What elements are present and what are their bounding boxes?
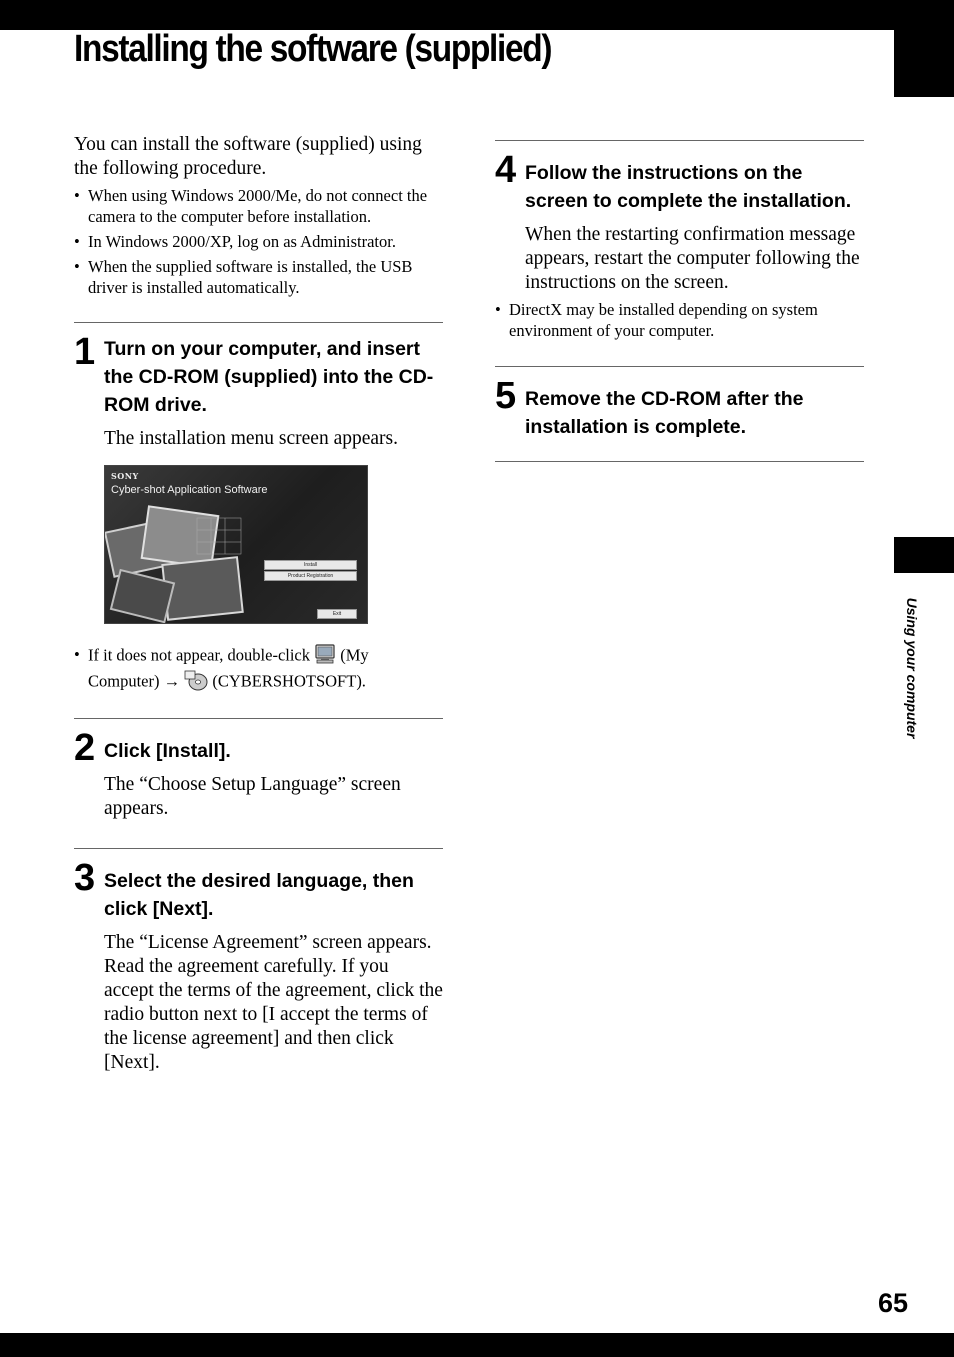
step-5 (495, 366, 864, 441)
section-side-label: Using your computer (904, 597, 920, 739)
step-4 (495, 140, 864, 341)
end-rule (495, 461, 864, 462)
step-body: The “License Agreement” screen appears. (104, 932, 432, 953)
intro-bullet: • When the supplied software is installed, the USB driver is installed automatically. (74, 256, 443, 298)
step-heading: Turn on your computer, and insert the CD-ROM (supplied) into the CD-ROM drive. (104, 338, 434, 416)
left-column (74, 133, 443, 1075)
my-computer-icon (314, 644, 336, 669)
step-body: When the restarting confirmation message appears, restart the computer following the instructions on the screen. (525, 224, 860, 293)
intro-bullet: • In Windows 2000/XP, log on as Administrator. (74, 231, 443, 252)
note-bullet (74, 644, 443, 696)
intro-bullet: • When using Windows 2000/Me, do not connect the camera to the computer before installation. (74, 185, 443, 227)
step-number: 4 (495, 149, 517, 191)
note-text: If it does not appear, double-click (88, 645, 311, 665)
step-body: Read the agreement carefully. If you accept the terms of the agreement, click the radio button next to [I accept the terms of the license agreement] and then click [Next]. (104, 956, 443, 1073)
step-2 (74, 718, 443, 821)
step-number: 5 (495, 375, 517, 417)
page-title: Installing the software (supplied) (74, 28, 552, 70)
note-text: (My Computer) (88, 645, 369, 691)
section-tab-marker (894, 537, 954, 573)
right-column (495, 140, 864, 462)
top-bar (0, 0, 954, 30)
step-number: 2 (74, 727, 96, 769)
step-body: The “Choose Setup Language” screen appears. (104, 774, 401, 819)
screenshot-brand: SONY (111, 471, 139, 481)
screenshot-title: Cyber-shot Application Software (111, 484, 268, 496)
product-registration-button[interactable]: Product Registration (264, 571, 357, 581)
arrow-glyph: → (163, 671, 181, 691)
bottom-bar (0, 1333, 954, 1357)
cd-rom-icon (184, 669, 208, 696)
note-bullet: • DirectX may be installed depending on system environment of your computer. (495, 299, 864, 341)
step-body: The installation menu screen appears. (104, 428, 399, 449)
top-corner-block (894, 0, 954, 97)
step-heading: Remove the CD-ROM after the installation is complete. (525, 388, 804, 438)
installation-menu-screenshot (104, 465, 368, 624)
intro-bullets (74, 185, 443, 298)
step-heading: Follow the instructions on the screen to complete the installation. (525, 162, 852, 212)
step-number: 3 (74, 857, 96, 899)
step-1 (74, 322, 443, 696)
install-button[interactable]: Install (264, 560, 357, 570)
step-heading: Click [Install]. (104, 740, 231, 762)
step-4-note (495, 299, 864, 341)
step-number: 1 (74, 331, 96, 373)
step-1-note (74, 644, 443, 696)
step-heading: Select the desired language, then click [Next]. (104, 870, 414, 920)
intro-text: You can install the software (supplied) using the following procedure. (74, 134, 422, 179)
exit-button[interactable]: Exit (317, 609, 357, 619)
note-text: (CYBERSHOTSOFT). (212, 671, 366, 691)
step-3 (74, 848, 443, 1075)
page-number: 65 (878, 1288, 909, 1318)
